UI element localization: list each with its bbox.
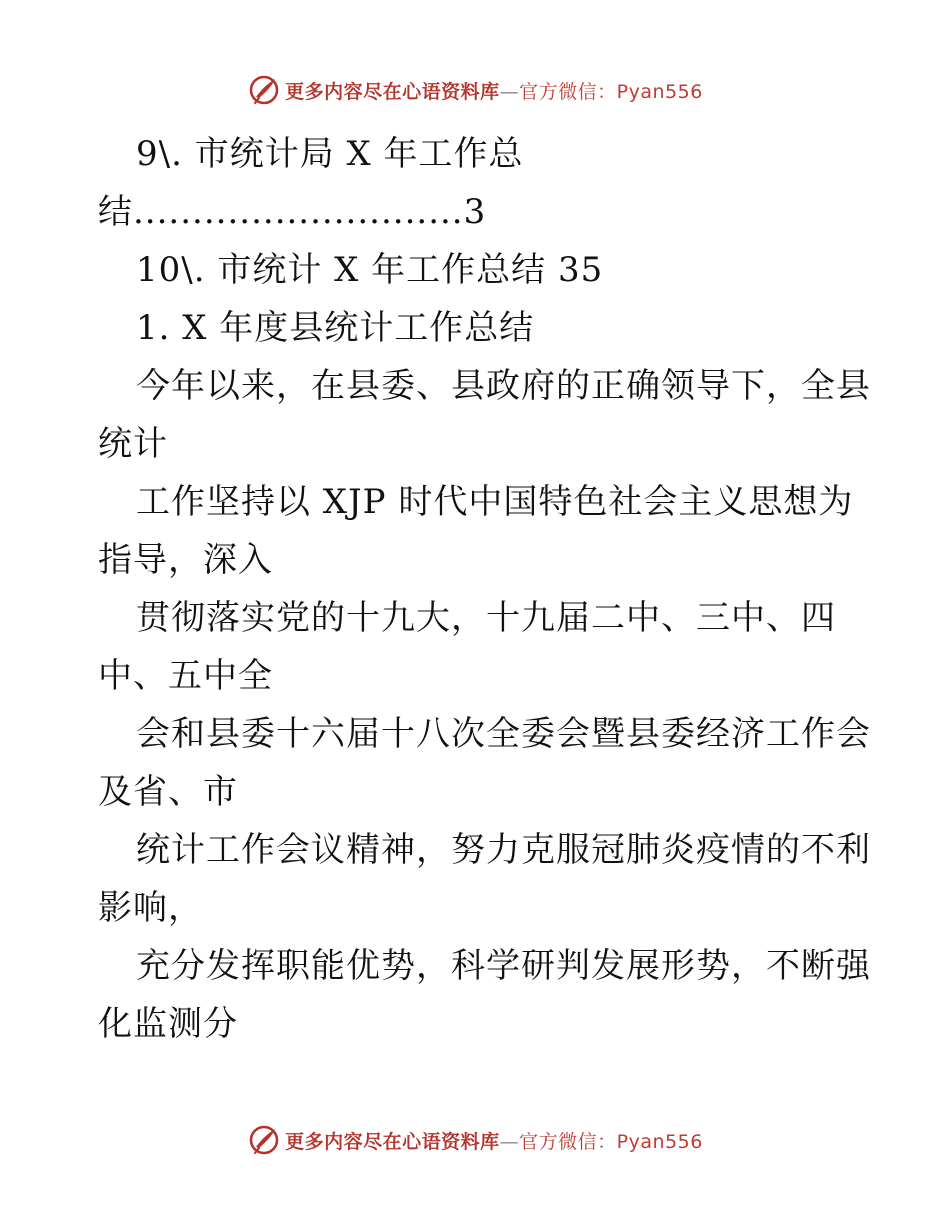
text-line: 统计 xyxy=(98,424,168,464)
header-banner-wechat: 官方微信：Pyan556 xyxy=(519,80,703,103)
text-line: 10\. 市统计 X 年工作总结 35 xyxy=(136,250,604,290)
text-line: 今年以来，在县委、县政府的正确领导下，全县 xyxy=(136,366,871,406)
text-line: 结............................3 xyxy=(98,192,487,232)
quill-pen-logo-icon xyxy=(247,73,281,107)
quill-pen-logo-icon xyxy=(247,1123,281,1157)
text-line: 充分发挥职能优势，科学研判发展形势，不断强 xyxy=(136,946,871,986)
footer-banner xyxy=(0,1120,950,1160)
text-line: 化监测分 xyxy=(98,1004,238,1044)
header-banner-main: 更多内容尽在心语资料库 xyxy=(285,80,500,103)
text-line: 及省、市 xyxy=(98,772,238,812)
text-line: 中、五中全 xyxy=(98,656,273,696)
text-line: 工作坚持以 XJP 时代中国特色社会主义思想为 xyxy=(136,482,854,522)
text-line: 9\. 市统计局 X 年工作总 xyxy=(136,134,524,174)
text-line: 统计工作会议精神，努力克服冠肺炎疫情的不利 xyxy=(136,830,871,870)
text-line: 1. X 年度县统计工作总结 xyxy=(136,308,535,348)
text-line: 贯彻落实党的十九大，十九届二中、三中、四 xyxy=(136,598,836,638)
text-line: 影响， xyxy=(98,888,203,928)
footer-banner-wechat: 官方微信：Pyan556 xyxy=(519,1130,703,1153)
footer-banner-main: 更多内容尽在心语资料库 xyxy=(285,1130,500,1153)
header-banner-text xyxy=(285,77,703,104)
footer-banner-text xyxy=(285,1127,703,1154)
text-line: 指导，深入 xyxy=(98,540,273,580)
document-body xyxy=(98,125,871,1053)
header-banner xyxy=(0,70,950,110)
header-banner-separator: — xyxy=(499,80,520,103)
footer-banner-separator: — xyxy=(499,1130,520,1153)
text-line: 会和县委十六届十八次全委会暨县委经济工作会 xyxy=(136,714,871,754)
